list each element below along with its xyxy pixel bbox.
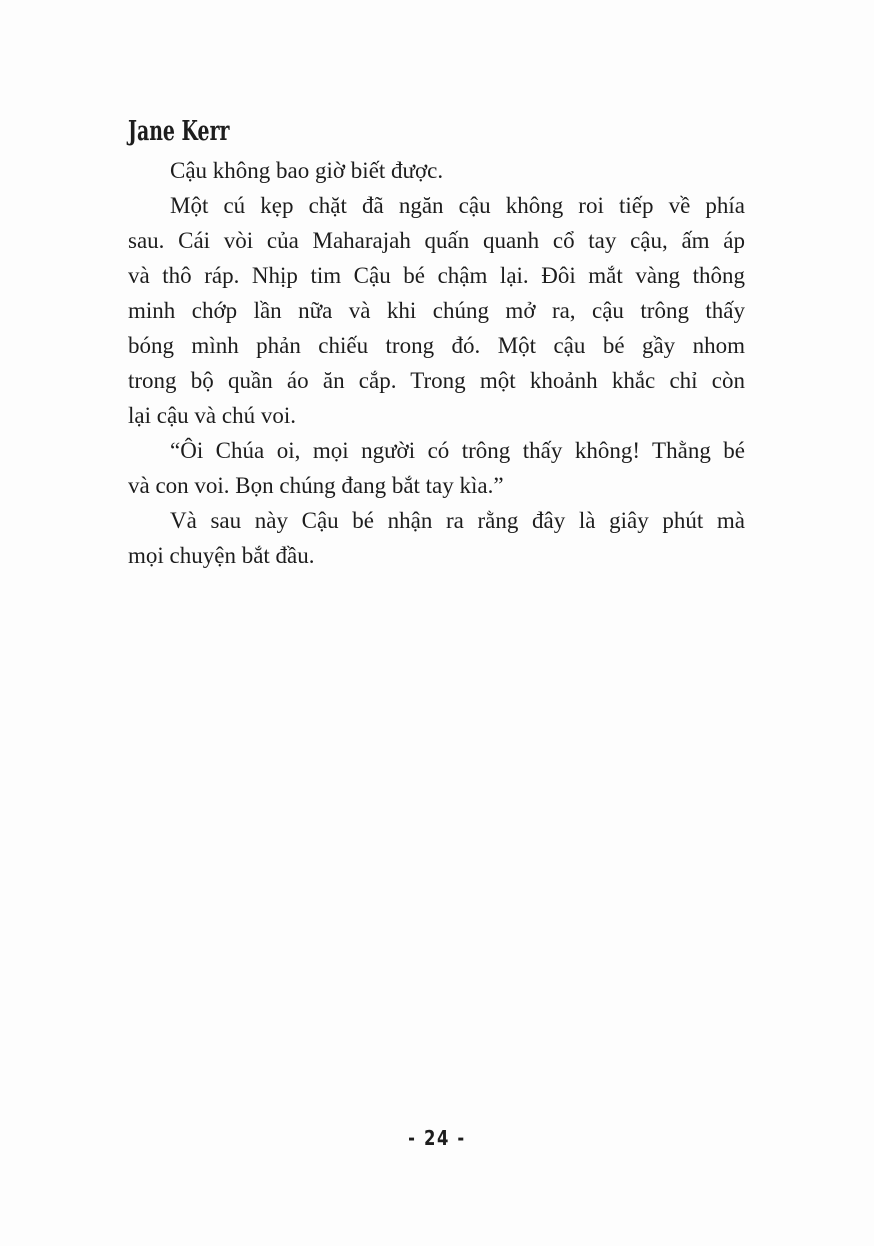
text-line: Một cú kẹp chặt đã ngăn cậu không roi tiếp về phía <box>170 193 745 218</box>
text-line: Cậu không bao giờ biết được. <box>170 158 444 183</box>
text-line: “Ôi Chúa oi, mọi người có trông thấy không! Thằng bé <box>170 438 745 463</box>
text-line: và thô ráp. Nhịp tim Cậu bé chậm lại. Đôi mắt vàng thông <box>128 263 745 288</box>
text-line: và con voi. Bọn chúng đang bắt tay kìa.” <box>128 473 504 498</box>
text-line: Và sau này Cậu bé nhận ra rằng đây là giây phút mà <box>170 508 745 533</box>
running-header-author: Jane Kerr <box>128 116 230 147</box>
text-line: trong bộ quần áo ăn cắp. Trong một khoảnh khắc chỉ còn <box>128 368 745 393</box>
text-line: minh chớp lần nữa và khi chúng mở ra, cậu trông thấy <box>128 298 745 323</box>
text-line: lại cậu và chú voi. <box>128 403 296 428</box>
text-line: mọi chuyện bắt đầu. <box>128 543 315 568</box>
text-line: bóng mình phản chiếu trong đó. Một cậu bé gầy nhom <box>128 333 745 358</box>
body-text <box>128 153 745 573</box>
page-number: - 24 - <box>408 1126 466 1150</box>
text-line: sau. Cái vòi của Maharajah quấn quanh cổ tay cậu, ấm áp <box>128 228 745 253</box>
